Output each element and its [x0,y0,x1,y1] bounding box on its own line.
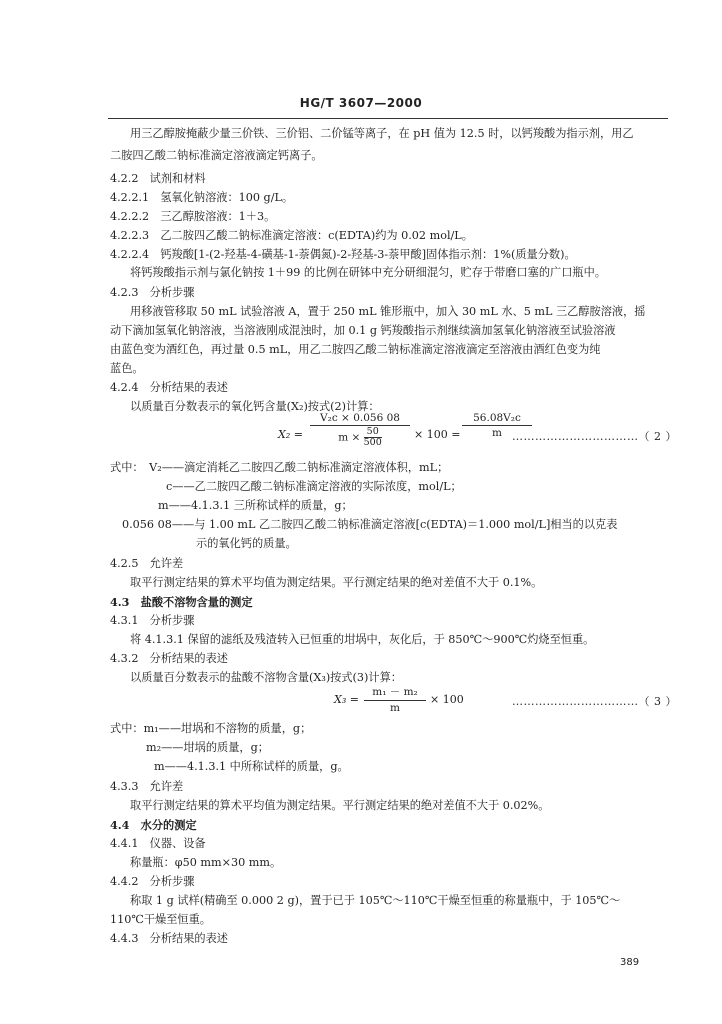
paragraph-line: 将钙羧酸指示剂与氯化钠按 1＋99 的比例在研钵中充分研细混匀，贮存于带磨口塞的广口瓶中。 [130,266,606,279]
paragraph-line: 称量瓶：φ50 mm×30 mm。 [130,856,282,869]
where-item: 0.056 08——与 1.00 mL 乙二胺四乙酸二钠标准滴定溶液[c(EDTA)＝1.000 mol/L]相当的以克表 [122,518,618,531]
section-heading: 4.4.1 仪器、设备 [110,837,206,850]
section-heading: 4.4.2 分析步骤 [110,875,195,888]
equation-lhs: X₂ = [278,428,303,441]
equation-numerator: V₂c × 0.056 08 [310,412,410,426]
section-heading: 4.2.3 分析步骤 [110,286,195,299]
equation-fraction [364,684,426,714]
equation-operator: × 100 [430,693,464,706]
clause-item: 4.2.2.1 氢氧化钠溶液：100 g/L。 [110,191,294,204]
equation-denominator [310,426,410,448]
section-heading-major: 4.4 水分的测定 [110,818,197,832]
section-heading-major: 4.3 盐酸不溶物含量的测定 [110,595,253,609]
where-item: 式中： V₂——滴定消耗乙二胺四乙酸二钠标准滴定溶液体积，mL； [110,461,449,474]
equation-lhs: X₃ = [334,693,359,706]
sub-denominator: 500 [363,437,382,448]
section-heading: 4.2.5 允许差 [110,557,184,570]
paragraph-line: 动下滴加氢氧化钠溶液，当溶液刚成混浊时，加 0.1 g 钙羧酸指示剂继续滴加氢氧化钠溶液至试验溶液 [110,324,616,337]
where-item: m——4.1.3.1 中所称试样的质量，g。 [154,760,349,773]
where-item: m——4.1.3.1 三所称试样的质量，g； [158,499,353,512]
paragraph-line: 取平行测定结果的算术平均值为测定结果。平行测定结果的绝对差值不大于 0.02%。 [130,799,550,812]
paragraph-line: 蓝色。 [110,362,144,375]
paragraph-line: 二胺四乙酸二钠标准滴定溶液滴定钙离子。 [110,149,323,162]
clause-item: 4.2.2.4 钙羧酸[1-(2-羟基-4-磺基-1-萘偶氮)-2-羟基-3-萘甲酸]固体指示剂：1%(质量分数)。 [110,248,576,261]
equation-denominator: m [390,702,400,714]
equation-numerator: m₁ － m₂ [364,684,426,701]
where-item: 式中：m₁——坩埚和不溶物的质量，g； [110,722,312,735]
equation-denominator: m [492,427,502,439]
equation-numerator: 56.08V₂c [462,412,532,426]
clause-item: 4.2.2.2 三乙醇胺溶液：1＋3。 [110,210,276,223]
where-item: m₂——坩埚的质量，g； [146,741,269,754]
paragraph-line: 将 4.1.3.1 保留的滤纸及残渣转入已恒重的坩埚中，灰化后，于 850℃～900℃灼烧至恒重。 [130,633,595,646]
paragraph-line: 称取 1 g 试样(精确至 0.000 2 g)，置于已于 105℃～110℃干燥至恒重的称量瓶中，于 105℃～ [130,894,621,907]
paragraph-line: 以质量百分数表示的盐酸不溶物含量(X₃)按式(3)计算： [130,671,402,684]
paragraph-line: 110℃干燥至恒重。 [110,913,211,926]
section-heading: 4.3.3 允许差 [110,780,184,793]
standard-header: HG/T 3607—2000 [299,96,423,110]
equation-sub-fraction [364,427,382,448]
section-heading: 4.2.4 分析结果的表述 [110,381,228,394]
paragraph-line: 由蓝色变为酒红色，再过量 0.5 mL，用乙二胺四乙酸二钠标准滴定溶液滴定至溶液由酒红色变为纯 [110,343,601,356]
paragraph-line: 用移液管移取 50 mL 试验溶液 A，置于 250 mL 锥形瓶中，加入 30 mL 水、5 mL 三乙醇胺溶液，摇 [130,305,646,318]
clause-item: 4.2.2.3 乙二胺四乙酸二钠标准滴定溶液：c(EDTA)约为 0.02 mol/L。 [110,229,473,242]
equation-denominator-m: m × [338,431,361,444]
page-number: 389 [620,957,640,968]
section-heading: 4.3.1 分析步骤 [110,614,195,627]
equation-operator: × 100 = [414,428,461,441]
equation-fraction [310,412,410,448]
section-heading: 4.3.2 分析结果的表述 [110,652,228,665]
paragraph-line: 用三乙醇胺掩蔽少量三价铁、三价铝、二价锰等离子，在 pH 值为 12.5 时，以钙羧酸为指示剂，用乙 [130,127,634,140]
sub-numerator: 50 [364,427,382,438]
header-rule [108,118,668,119]
paragraph-line: 以质量百分数表示的氧化钙含量(X₂)按式(2)计算： [130,400,380,413]
equation-number: ……………………………（ 2 ） [512,430,677,443]
section-heading: 4.2.2 试剂和材料 [110,172,206,185]
equation-number: ……………………………（ 3 ） [512,695,677,708]
section-heading: 4.4.3 分析结果的表述 [110,932,228,945]
where-item: 示的氧化钙的质量。 [196,537,297,550]
where-item: c——乙二胺四乙酸二钠标准滴定溶液的实际浓度，mol/L； [166,480,462,493]
paragraph-line: 取平行测定结果的算术平均值为测定结果。平行测定结果的绝对差值不大于 0.1%。 [130,576,543,589]
